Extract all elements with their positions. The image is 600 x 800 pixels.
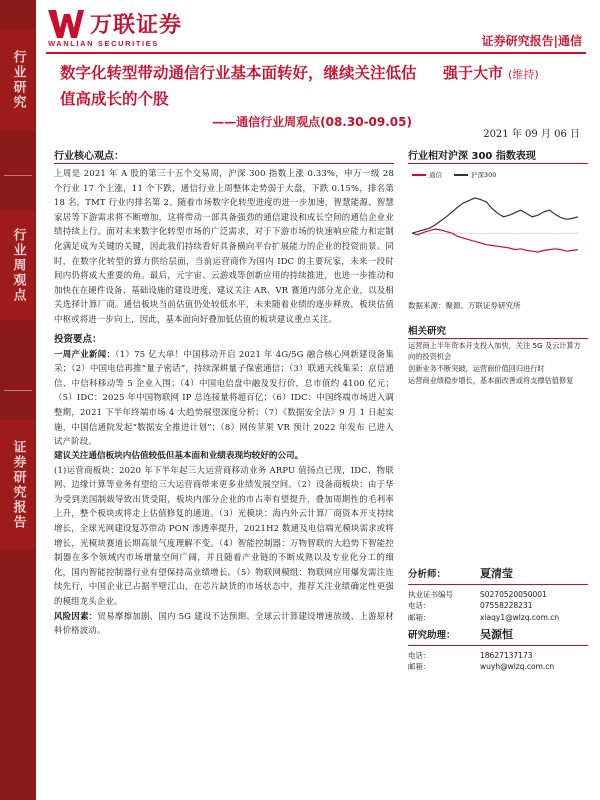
investment-heading: 投资要点： bbox=[54, 333, 102, 345]
sidebar-divider bbox=[4, 390, 32, 391]
analyst-header bbox=[408, 568, 588, 581]
analyst-header bbox=[408, 629, 588, 642]
contact-value[interactable]: wuyh@wlzq.com.cn bbox=[480, 662, 555, 671]
related-item[interactable]: 创新业务不断突破，运营商价值回归进行时 bbox=[408, 364, 545, 373]
contact-value: S0270520050001 bbox=[480, 589, 547, 599]
legend-item: 沪深300 bbox=[454, 170, 496, 179]
contact-label: 执业证书编号 bbox=[408, 589, 453, 599]
side-column bbox=[408, 147, 588, 386]
header-divider bbox=[46, 52, 586, 54]
report-date: 2021 年 09 月 06 日 bbox=[483, 129, 580, 140]
series-line-1 bbox=[412, 198, 578, 233]
chart-legend bbox=[412, 170, 496, 179]
risk-label: 风险因素： bbox=[54, 610, 98, 621]
relative-performance-chart bbox=[408, 170, 588, 288]
focus-heading: 建议关注通信板块内估值较低但基本面和业绩表现均较好的公司。 bbox=[54, 450, 304, 461]
series-line-0 bbox=[412, 229, 578, 252]
sidebar-label-weekly-view: 行业周观点 bbox=[0, 210, 36, 320]
brand-name-cn: 万联证券 bbox=[90, 13, 183, 38]
contact-value[interactable]: xiaqy1@wlzq.com.cn bbox=[480, 612, 560, 622]
brand-name-en: WANLIAN SECURITIES bbox=[48, 39, 159, 48]
analyst-divider bbox=[408, 645, 588, 646]
chart-source: 数据来源：聚源、万联证券研究所 bbox=[408, 301, 521, 310]
chart-heading: 行业相对沪深 300 指数表现 bbox=[408, 147, 588, 164]
analyst-contact-row bbox=[408, 589, 588, 601]
related-list bbox=[408, 340, 588, 386]
contact-label: 邮箱： bbox=[408, 662, 431, 671]
weekly-news-text: （1）75 亿大单！中国移动开启 2021 年 4G/5G 融合核心网新建设备集采；（2）中国电信再推“量子密话”，持续深耕量子保密通信；（3）联通天线集采：京信通信、中信科移动等 5 企业入围；（4）中国电信盘中融及发行价，总市值约 4100 亿元；（5）IDC：2025 年中国物联网 IP 总连接量将超百亿；（6）IDC：中国终端市场进入调整期，2021 下半年终端市场 4 大趋势展望深度分析；（7）《数据安全法》9 月 1 日起实施，中国信通院发起“数据安全推进计划”；（8）网传苹果 VR 预计 2022 年发布 已进入试产阶段。 bbox=[54, 348, 394, 447]
core-views-paragraph: 上周是 2021 年 A 股的第三十五个交易周，沪深 300 指数上涨 0.33%，申万一级 28 个行业 17 个上涨，11 个下跌，通信行业上周整体走势弱于大盘，下跌 0.15%，排名第 18 名，TMT 行业内排名第 2。随着市场数字化转型进度的进一步加速，智慧能源、智慧家居等下游需求将不断增加，这将带动一部具备强劲的通信建设和成长空间的通信企业业绩持续上行。面对未来数字化转型市场的广泛需求，对于下游市场的快速响应能力和定制化满足成为关键的关键，因此我们持续看好具备横向平台扩展能力的企业的投资前景。同时，在数字化转型的算力供给层面，当前运营商作为国内 IDC 的主要玩家，未来一段时间内仍将成大重要的角。最后，元宇宙、云游戏等创新应用的持续推进，也进一步推动和加快在在硬件设备、基础设施的建设进度，建议关注 AR、VR 赛道内部分龙企业，以及相关选择计算厂商。通信板块当前估值仍处较低水平，未来随着业绩的逐步释放，板块估值中枢或将进一步向上，因此，基本面向好叠加低估值的板块建议重点关注。 bbox=[54, 168, 394, 324]
main-column bbox=[54, 147, 394, 638]
analyst-name: 夏清莹 bbox=[480, 567, 513, 580]
risk-text: 贸易摩擦加剧、国内 5G 建设不达预期、全球云计算建设增速放缓、上游原材料价格波动。 bbox=[54, 610, 395, 636]
legend-item: 通信 bbox=[412, 170, 442, 179]
analyst-name: 吴源恒 bbox=[480, 628, 513, 641]
weekly-news-label: 一周产业新闻： bbox=[54, 348, 116, 359]
left-sidebar bbox=[0, 0, 36, 800]
contact-label: 邮箱： bbox=[408, 612, 431, 622]
sidebar-divider bbox=[4, 175, 32, 176]
sidebar-label-research-report: 证券研究报告 bbox=[0, 420, 36, 550]
analyst-contact-row bbox=[408, 661, 588, 673]
related-heading: 相关研究 bbox=[408, 323, 588, 339]
page-subtitle: ——通信行业周观点(08.30-09.05) bbox=[212, 115, 412, 129]
rating-main: 强于大市 bbox=[443, 64, 504, 82]
sidebar-label-industry-research: 行业研究 bbox=[0, 30, 36, 130]
brand-logo bbox=[48, 8, 182, 39]
analyst-contact-row bbox=[408, 650, 588, 662]
rating-sub: (维持) bbox=[508, 68, 539, 81]
analyst-contact-row bbox=[408, 612, 588, 624]
weekly-news bbox=[54, 347, 394, 449]
analyst-contact-row bbox=[408, 600, 588, 612]
analyst-info bbox=[408, 568, 588, 673]
report-type: 证券研究报告|通信 bbox=[481, 34, 582, 48]
contact-value: 18627137173 bbox=[480, 650, 533, 660]
core-views-heading: 行业核心观点： bbox=[54, 147, 394, 164]
analyst-role: 研究助理： bbox=[408, 630, 456, 641]
related-item[interactable]: 运营商上半年资本开支投入加快，关注 5G 及云计算方向的投资机会 bbox=[408, 341, 581, 361]
contact-label: 电话： bbox=[408, 650, 431, 660]
chart-svg bbox=[408, 170, 588, 288]
focus-text: (1)运营商板块：2020 年下半年起三大运营商移动业务 ARPU 值扬点已现，IDC、物联网、边缘计算等业务有望给三大运营商带来更多业绩发展空间。（2）设备商板块：由于华为受到美国制裁导致出货受阻，板块内部分企业的市占率有望提升，叠加周期性的毛利率上升，整个板块或将走上估值修复的通道。（3）光模块：海内外云计算厂商资本开支持续增长，全球光网建设复苏带动 PON 渗透率提升，2021H2 数通及电信端光模块需求或将增长，光模块赛道长期高景气度理解不变。（4）智能控制器：万物智联的大趋势下智能控制器在多个领域内市场增量空间广阔，并且随着产业链的不断成熟以及专业化分工的细化，国内智能控制器行业有望保持高业绩增长。（5）物联网模组：物联网应用爆发需注连续先行，中国企业已占据半壁江山，在芯片缺货的市场状态中，推荐关注业绩确定性更强的模组龙头企业。 bbox=[54, 464, 394, 607]
contact-value: 07558228231 bbox=[480, 601, 533, 610]
brand-w-icon bbox=[48, 10, 84, 38]
rating-badge bbox=[443, 62, 539, 83]
page-title: 数字化转型带动通信行业基本面转好，继续关注低估值高成长的个股 bbox=[60, 64, 417, 108]
contact-label: 电话： bbox=[408, 601, 431, 610]
analyst-divider bbox=[408, 584, 588, 585]
analyst-role: 分析师： bbox=[408, 569, 447, 580]
risk-factors bbox=[54, 609, 394, 638]
related-item[interactable]: 运营商业绩稳步增长，基本面改善或将支撑估值修复 bbox=[408, 376, 574, 385]
